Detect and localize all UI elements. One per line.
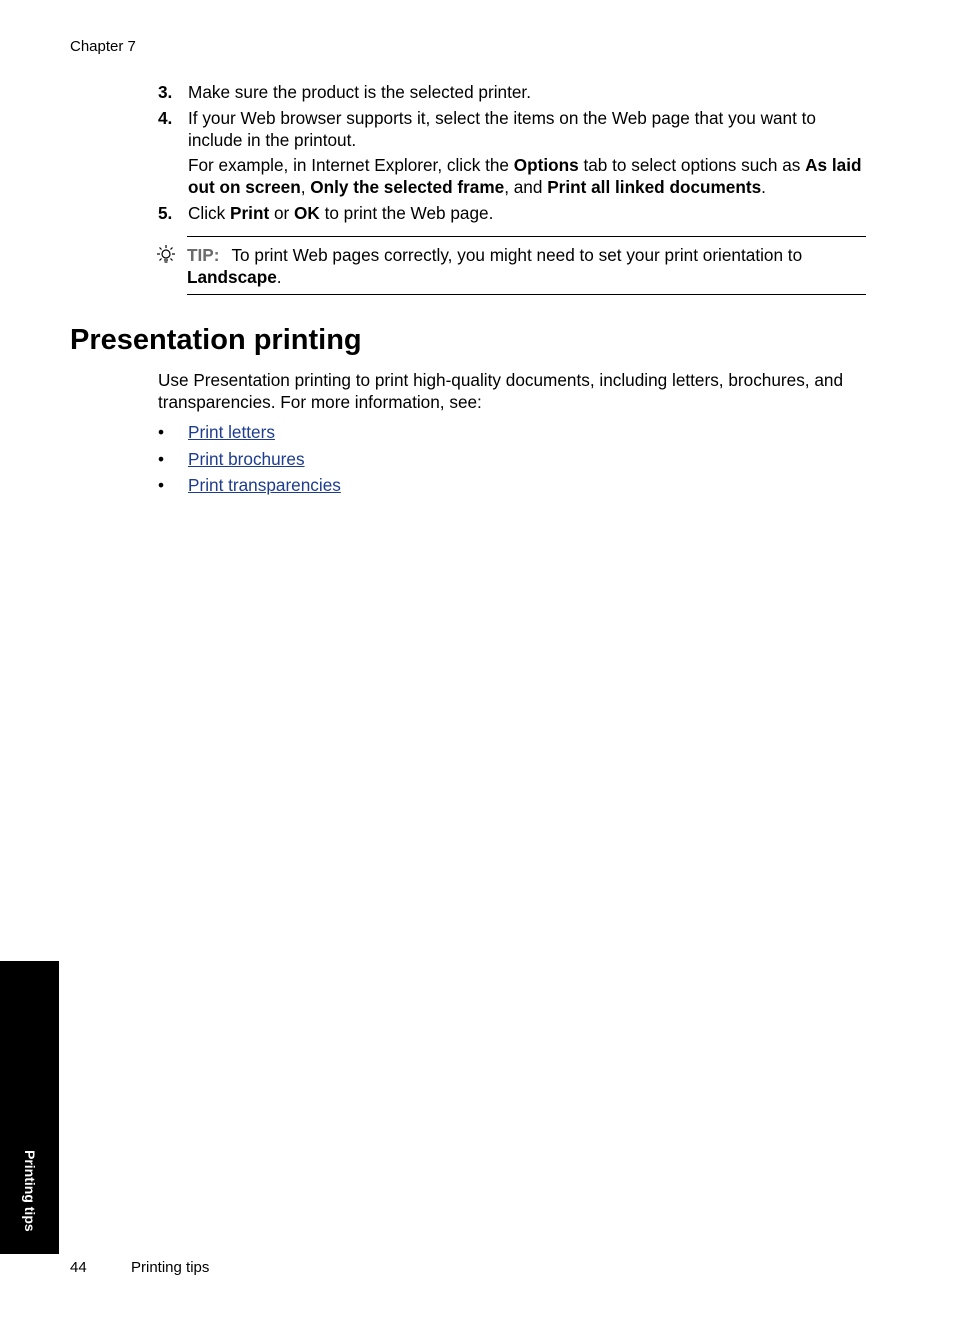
step-note (188, 154, 868, 198)
related-links-list (158, 421, 341, 501)
note-options: Options (513, 155, 579, 175)
footer-section: Printing tips (131, 1259, 210, 1276)
link-print-brochures[interactable]: Print brochures (188, 448, 305, 469)
bullet: • (158, 448, 165, 469)
step-text-part: to print the Web page. (319, 203, 494, 223)
link-print-transparencies[interactable]: Print transparencies (188, 475, 341, 495)
list-item (158, 448, 341, 475)
bullet: • (158, 422, 165, 442)
side-tab-label: Printing tips (22, 1150, 38, 1232)
list-item (158, 421, 341, 448)
section-title: Presentation printing (70, 324, 362, 356)
step-text: Make sure the product is the selected printer. (188, 82, 531, 102)
step-4 (158, 107, 868, 198)
step-5 (158, 202, 868, 224)
chapter-label: Chapter 7 (70, 38, 136, 55)
bullet: • (158, 475, 165, 495)
note-text: , and (504, 177, 548, 197)
step-3 (158, 81, 868, 103)
note-option-2: Only the selected frame (310, 177, 505, 197)
step-number: 5. (158, 203, 173, 223)
step-text-part: Click (188, 203, 231, 223)
note-text: , (300, 177, 311, 197)
section-intro: Use Presentation printing to print high-quality documents, including letters, brochures, and transparencies. For more information, see: (158, 370, 844, 412)
step-text: If your Web browser supports it, select the items on the Web page that you want to include in the printout. (188, 108, 816, 150)
note-text: tab to select options such as (578, 155, 806, 175)
step-number: 3. (158, 82, 173, 102)
note-option-3: Print all linked documents (547, 177, 762, 197)
step-number: 4. (158, 108, 173, 128)
tip-box (187, 236, 866, 295)
note-option-1: As laid out on screen (188, 155, 862, 197)
lightbulb-icon (155, 244, 177, 266)
steps-list (158, 81, 868, 228)
tip-label: TIP: (187, 245, 220, 265)
note-text: . (761, 177, 766, 197)
page-number: 44 (70, 1259, 87, 1276)
step-bold-print: Print (230, 203, 270, 223)
link-print-letters[interactable]: Print letters (188, 422, 275, 442)
step-text-part: or (269, 203, 295, 223)
step-text (188, 203, 493, 223)
step-bold-ok: OK (294, 203, 320, 223)
list-item (158, 474, 341, 501)
note-text: For example, in Internet Explorer, click the (188, 155, 514, 175)
tip-period: . (276, 267, 282, 287)
tip-bold: Landscape (187, 267, 277, 287)
tip-text: To print Web pages correctly, you might need to set your print orientation to (231, 245, 803, 265)
